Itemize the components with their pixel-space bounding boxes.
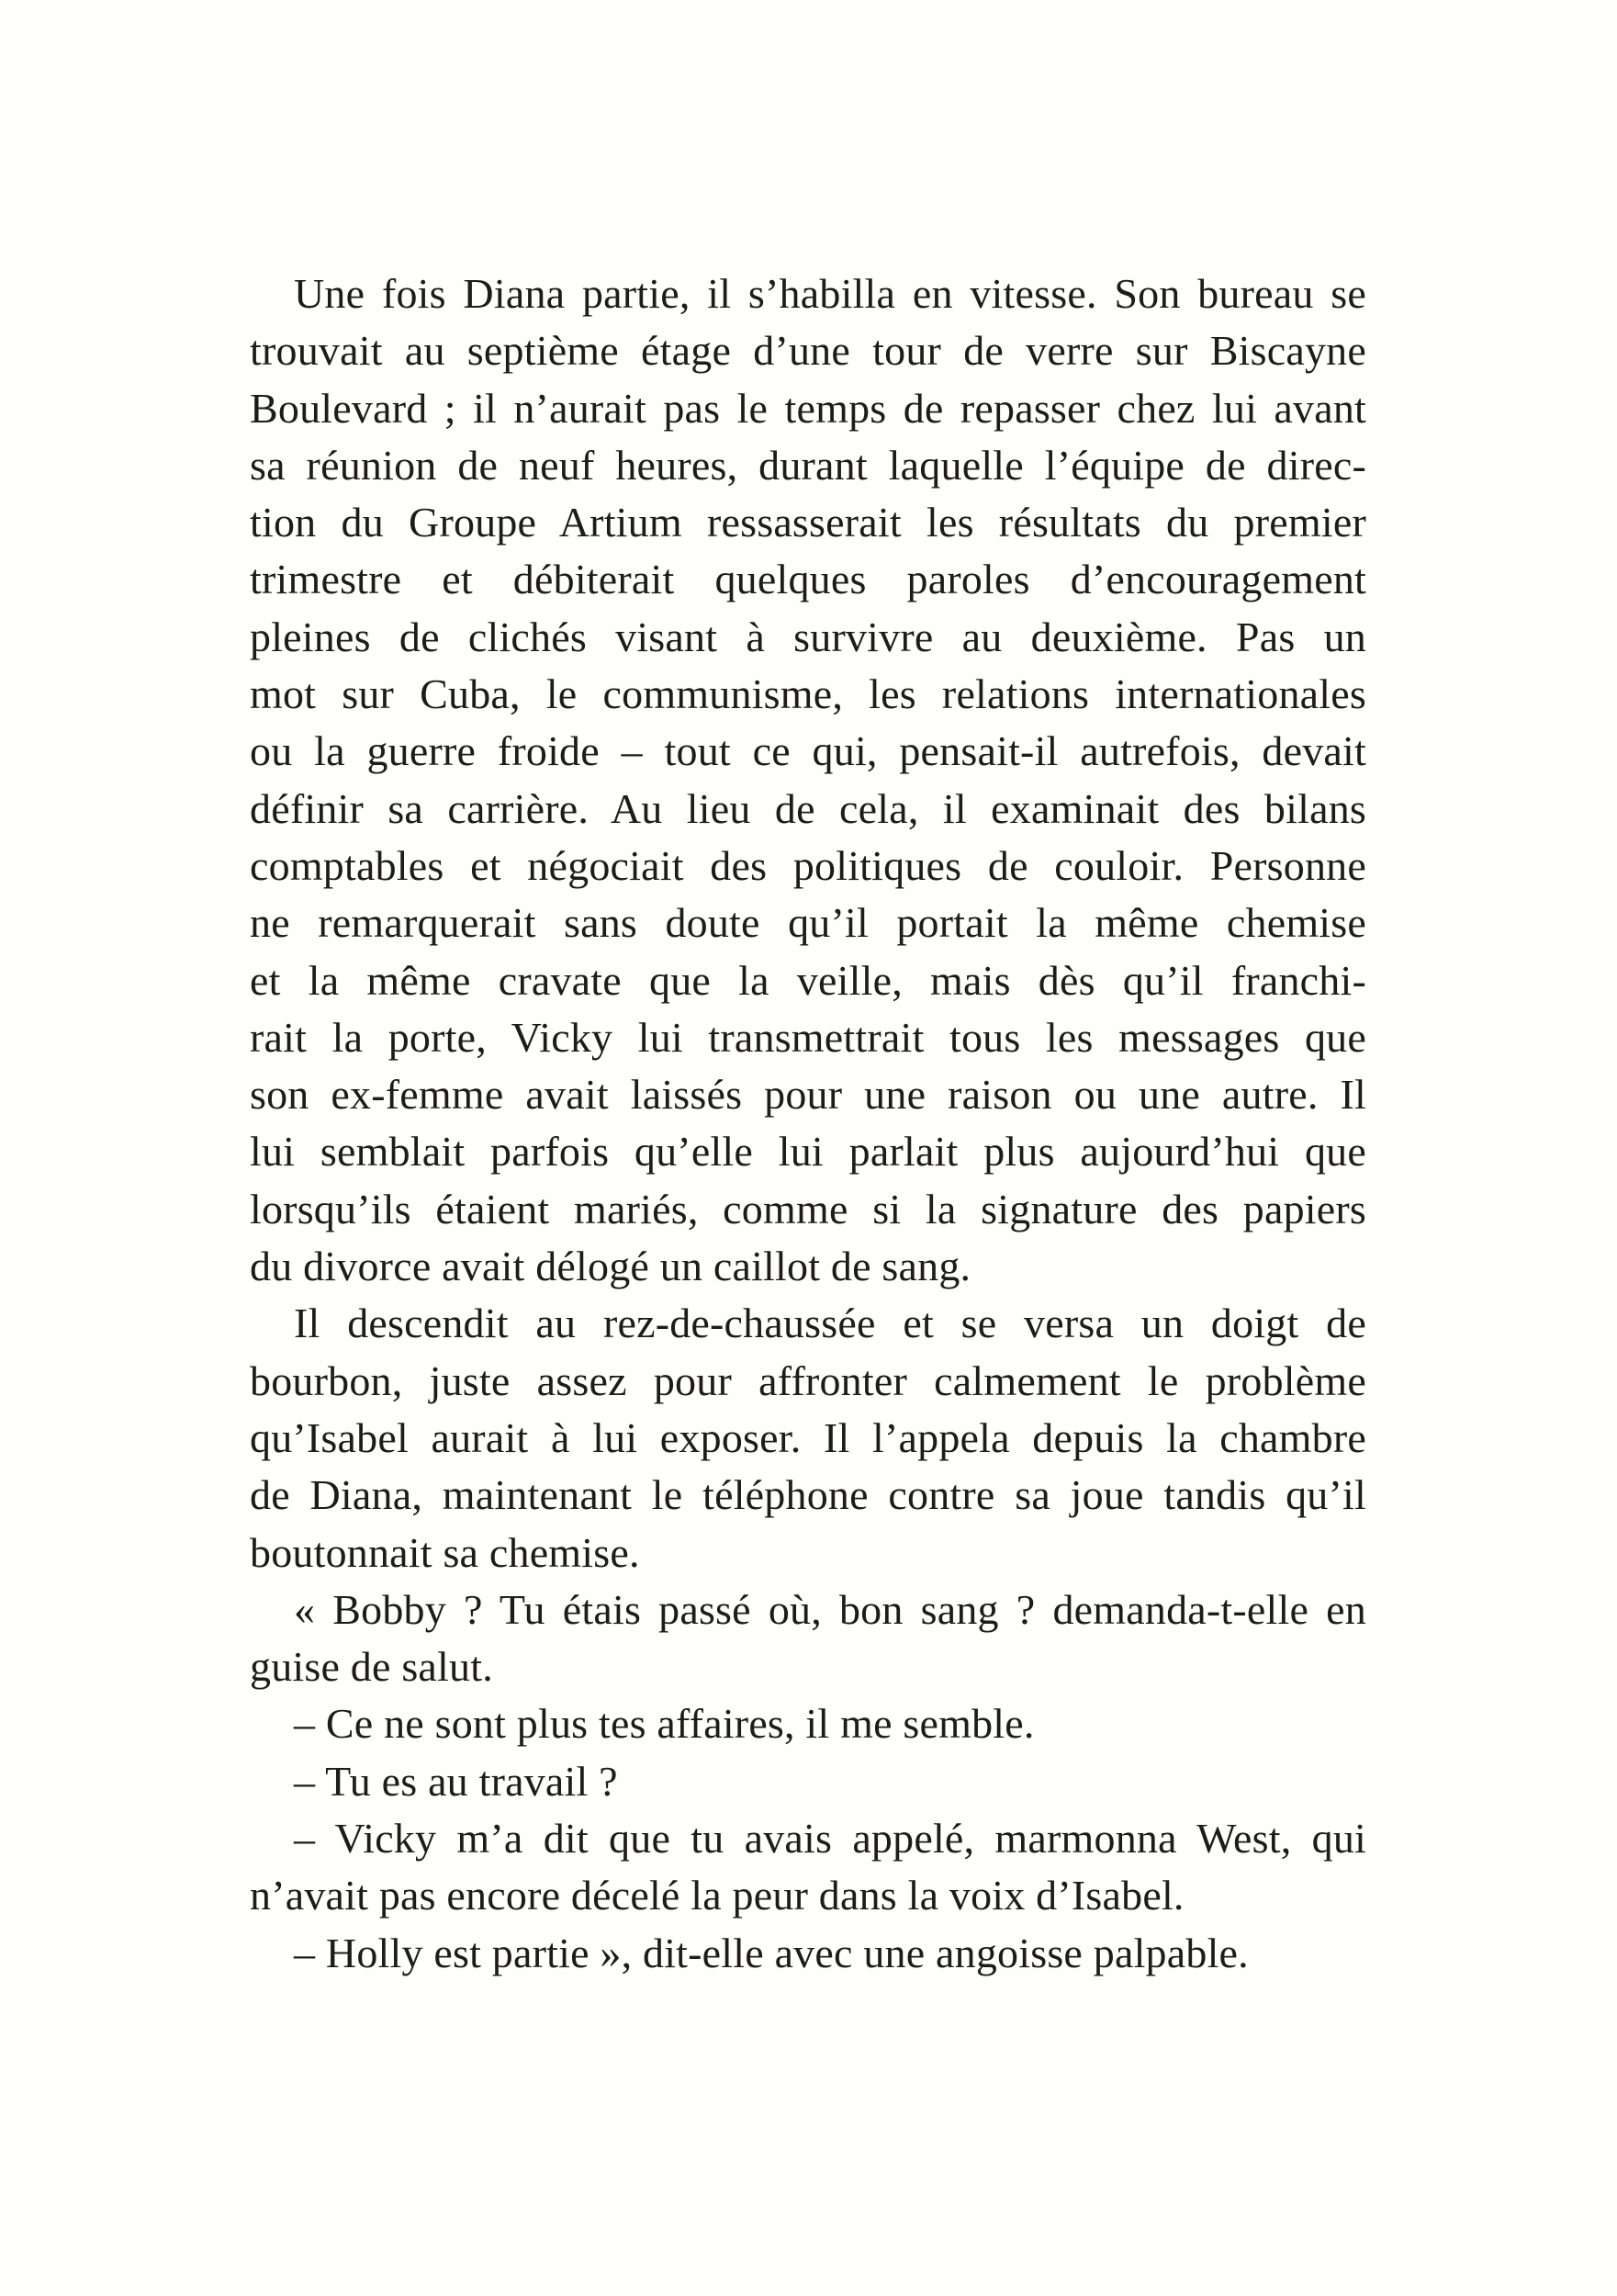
text-line: « Bobby ? Tu étais passé où, bon sang ? demanda-t-elle en (294, 1585, 1366, 1633)
text-line: mot sur Cuba, le communisme, les relations internationales (250, 670, 1366, 718)
text-line: lui semblait parfois qu’elle lui parlait plus aujourd’hui que (250, 1128, 1366, 1176)
text-line: du divorce avait délogé un caillot de sang. (250, 1243, 971, 1290)
text-line: trimestre et débiterait quelques paroles d’encouragement (250, 556, 1366, 603)
paragraph (250, 1810, 1366, 1925)
text-line: son ex-femme avait laissés pour une raison ou une autre. Il (250, 1071, 1366, 1119)
text-line: de Diana, maintenant le téléphone contre sa joue tandis qu’il (250, 1471, 1366, 1519)
text-line: comptables et négociait des politiques de couloir. Personne (250, 841, 1366, 889)
paragraph (250, 1753, 1366, 1810)
text-line: – Vicky m’a dit que tu avais appelé, marmonna West, qui (294, 1815, 1366, 1863)
text-line: pleines de clichés visant à survivre au deuxième. Pas un (250, 613, 1366, 660)
text-line: – Tu es au travail ? (294, 1757, 618, 1805)
text-line: – Ce ne sont plus tes affaires, il me semble. (294, 1700, 1035, 1748)
page-text-block (250, 265, 1366, 1982)
text-line: Boulevard ; il n’aurait pas le temps de repasser chez lui avant (250, 384, 1366, 432)
text-line: Il descendit au rez-de-chaussée et se versa un doigt de (294, 1300, 1366, 1347)
text-line: n’avait pas encore décelé la peur dans la voix d’Isabel. (250, 1872, 1185, 1919)
paragraph (250, 1695, 1366, 1752)
text-line: Une fois Diana partie, il s’habilla en vitesse. Son bureau se (294, 270, 1366, 317)
text-line: – Holly est partie », dit-elle avec une angoisse palpable. (294, 1929, 1249, 1976)
text-line: lorsqu’ils étaient mariés, comme si la signature des papiers (250, 1185, 1366, 1232)
paragraph (250, 265, 1366, 1295)
text-line: guise de salut. (250, 1643, 493, 1691)
paragraph (250, 1295, 1366, 1581)
text-line: et la même cravate que la veille, mais dès qu’il franchi- (250, 956, 1366, 1004)
text-line: tion du Groupe Artium ressasserait les résultats du premier (250, 499, 1366, 546)
text-line: trouvait au septième étage d’une tour de verre sur Biscayne (250, 327, 1366, 375)
text-line: qu’Isabel aurait à lui exposer. Il l’appela depuis la chambre (250, 1413, 1366, 1461)
paragraph (250, 1581, 1366, 1696)
text-line: bourbon, juste assez pour affronter calmement le problème (250, 1356, 1366, 1404)
text-line: rait la porte, Vicky lui transmettrait tous les messages que (250, 1013, 1366, 1061)
text-line: ne remarquerait sans doute qu’il portait la même chemise (250, 899, 1366, 947)
text-line: sa réunion de neuf heures, durant laquelle l’équipe de direc- (250, 441, 1366, 489)
paragraph (250, 1925, 1366, 1982)
text-line: boutonnait sa chemise. (250, 1528, 640, 1576)
text-line: définir sa carrière. Au lieu de cela, il examinait des bilans (250, 784, 1366, 832)
text-line: ou la guerre froide – tout ce qui, pensait-il autrefois, devait (250, 727, 1366, 775)
